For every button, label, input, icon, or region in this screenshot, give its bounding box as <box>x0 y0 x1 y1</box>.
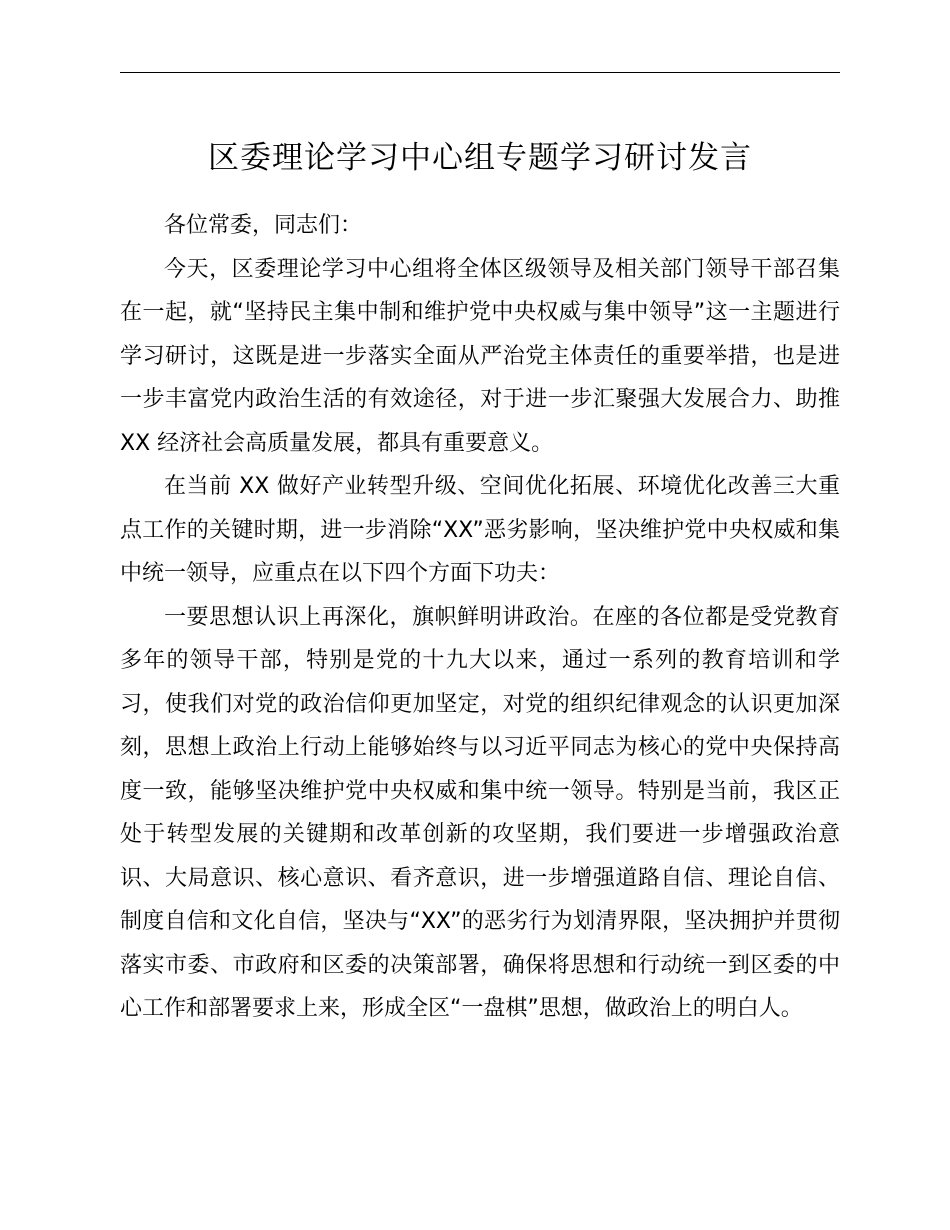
context-paragraph: 在当前 XX 做好产业转型升级、空间优化拓展、环境优化改善三大重点工作的关键时期，进一步消除“XX”恶劣影响，坚决维护党中央权威和集中统一领导，应重点在以下四个方面下功夫： <box>120 474 840 586</box>
point-one-paragraph: 一要思想认识上再深化，旗帜鲜明讲政治。在座的各位都是受党教育多年的领导干部，特别是党的十九大以来，通过一系列的教育培训和学习，使我们对党的政治信仰更加坚定，对党的组织纪律观念的认识更加深刻，思想上政治上行动上能够始终与以习近平同志为核心的党中央保持高度一致，能够坚决维护党中央权威和集中统一领导。特别是当前，我区正处于转型发展的关键期和改革创新的攻坚期，我们要进一步增强政治意识、大局意识、核心意识、看齐意识，进一步增强道路自信、理论自信、制度自信和文化自信，坚决与“XX”的恶劣行为划清界限，坚决拥护并贯彻落实市委、市政府和区委的决策部署，确保将思想和行动统一到区委的中心工作和部署要求上来，形成全区“一盘棋”思想，做政治上的明白人。 <box>120 604 840 1021</box>
header-rule <box>120 72 840 73</box>
salutation-paragraph: 各位常委，同志们： <box>164 213 363 238</box>
opening-paragraph: 今天，区委理论学习中心组将全体区级领导及相关部门领导干部召集在一起，就“坚持民主集中制和维护党中央权威与集中领导”这一主题进行学习研讨，这既是进一步落实全面从严治党主体责任的重要举措，也是进一步丰富党内政治生活的有效途径，对于进一步汇聚强大发展合力、助推 XX 经济社会高质量发展，都具有重要意义。 <box>120 256 840 456</box>
document-body <box>120 204 840 1031</box>
document-title: 区委理论学习中心组专题学习研讨发言 <box>208 140 752 176</box>
